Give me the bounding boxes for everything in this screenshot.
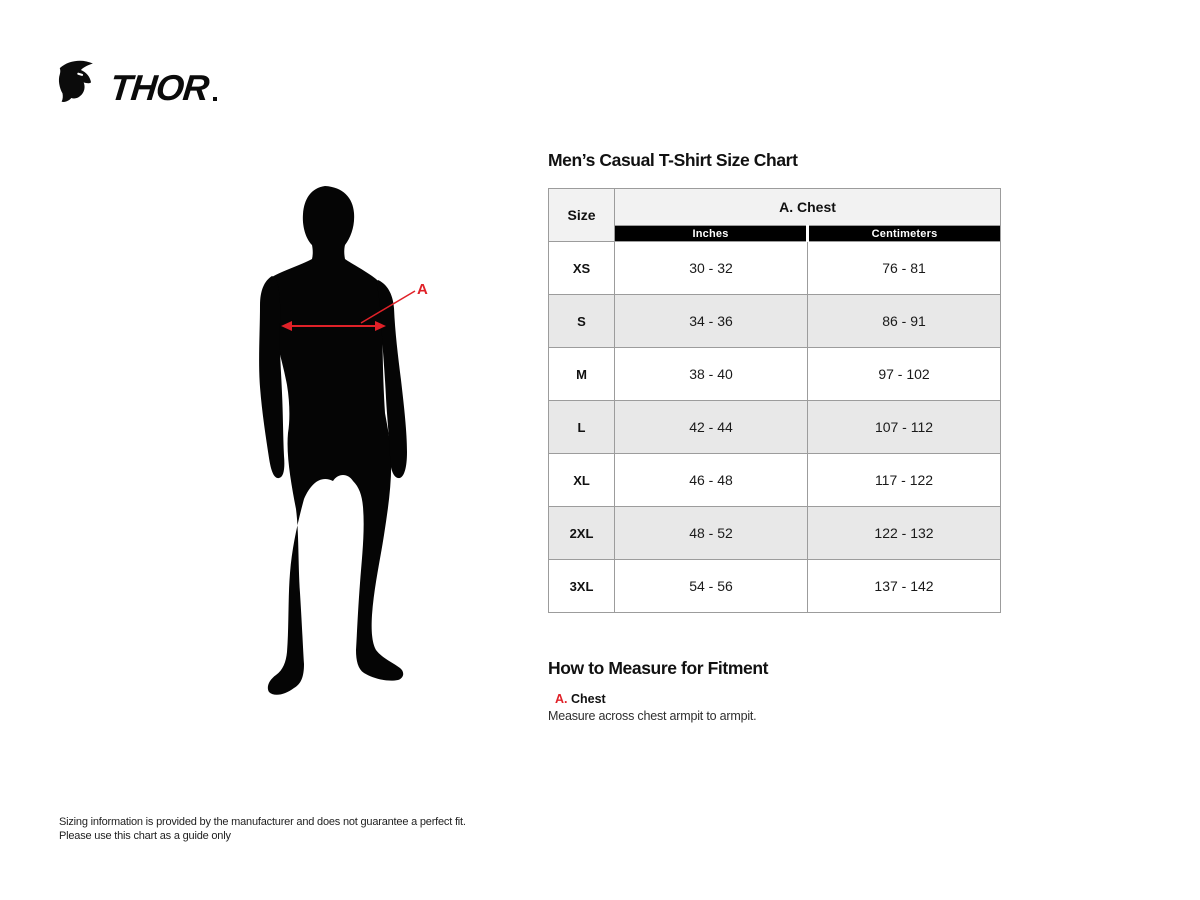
measure-item-description: Measure across chest armpit to armpit.: [548, 709, 757, 723]
inches-cell: 54 - 56: [615, 560, 808, 613]
column-header-size: Size: [549, 189, 615, 242]
table-subheader-row: [549, 226, 1001, 242]
size-cell: M: [549, 348, 615, 401]
inches-cell: 48 - 52: [615, 507, 808, 560]
inches-cell: 34 - 36: [615, 295, 808, 348]
cm-cell: 137 - 142: [808, 560, 1001, 613]
size-cell: 3XL: [549, 560, 615, 613]
sizing-disclaimer-line2: Please use this chart as a guide only: [59, 830, 231, 842]
size-chart-table: [548, 188, 1001, 613]
table-row: [549, 348, 1001, 401]
chest-marker-label: A: [417, 281, 428, 298]
sizing-disclaimer: [59, 815, 466, 843]
thor-horned-head-icon: [57, 57, 103, 105]
cm-cell: 86 - 91: [808, 295, 1001, 348]
size-chart-table-wrap: [548, 188, 1001, 613]
male-silhouette-svg: [255, 183, 455, 705]
size-cell: XS: [549, 242, 615, 295]
inches-cell: 30 - 32: [615, 242, 808, 295]
measure-item-label: [555, 692, 606, 706]
table-row: [549, 401, 1001, 454]
column-header-inches: Inches: [615, 226, 808, 242]
cm-cell: 97 - 102: [808, 348, 1001, 401]
table-header-row: [549, 189, 1001, 226]
table-row: [549, 507, 1001, 560]
inches-cell: 38 - 40: [615, 348, 808, 401]
size-cell: 2XL: [549, 507, 615, 560]
table-row: [549, 242, 1001, 295]
cm-cell: 117 - 122: [808, 454, 1001, 507]
inches-cell: 46 - 48: [615, 454, 808, 507]
measure-item-key: A.: [555, 692, 568, 706]
cm-cell: 76 - 81: [808, 242, 1001, 295]
cm-cell: 122 - 132: [808, 507, 1001, 560]
measure-item-name: Chest: [570, 692, 606, 706]
table-row: [549, 295, 1001, 348]
size-chart-title: Men’s Casual T-Shirt Size Chart: [548, 150, 798, 170]
size-cell: S: [549, 295, 615, 348]
how-to-measure-heading: How to Measure for Fitment: [548, 658, 769, 678]
brand-wordmark: THOR: [108, 67, 211, 109]
column-header-chest: A. Chest: [615, 189, 1001, 226]
brand-logo: [57, 57, 217, 109]
inches-cell: 42 - 44: [615, 401, 808, 454]
size-cell: L: [549, 401, 615, 454]
column-header-centimeters: Centimeters: [808, 226, 1001, 242]
table-row: [549, 560, 1001, 613]
body-silhouette: [266, 186, 403, 695]
sizing-disclaimer-line1: Sizing information is provided by the manufacturer and does not guarantee a perfect fit.: [59, 816, 466, 828]
table-row: [549, 454, 1001, 507]
size-cell: XL: [549, 454, 615, 507]
trademark-dot: [213, 97, 217, 101]
cm-cell: 107 - 112: [808, 401, 1001, 454]
measurement-figure: [255, 183, 455, 705]
